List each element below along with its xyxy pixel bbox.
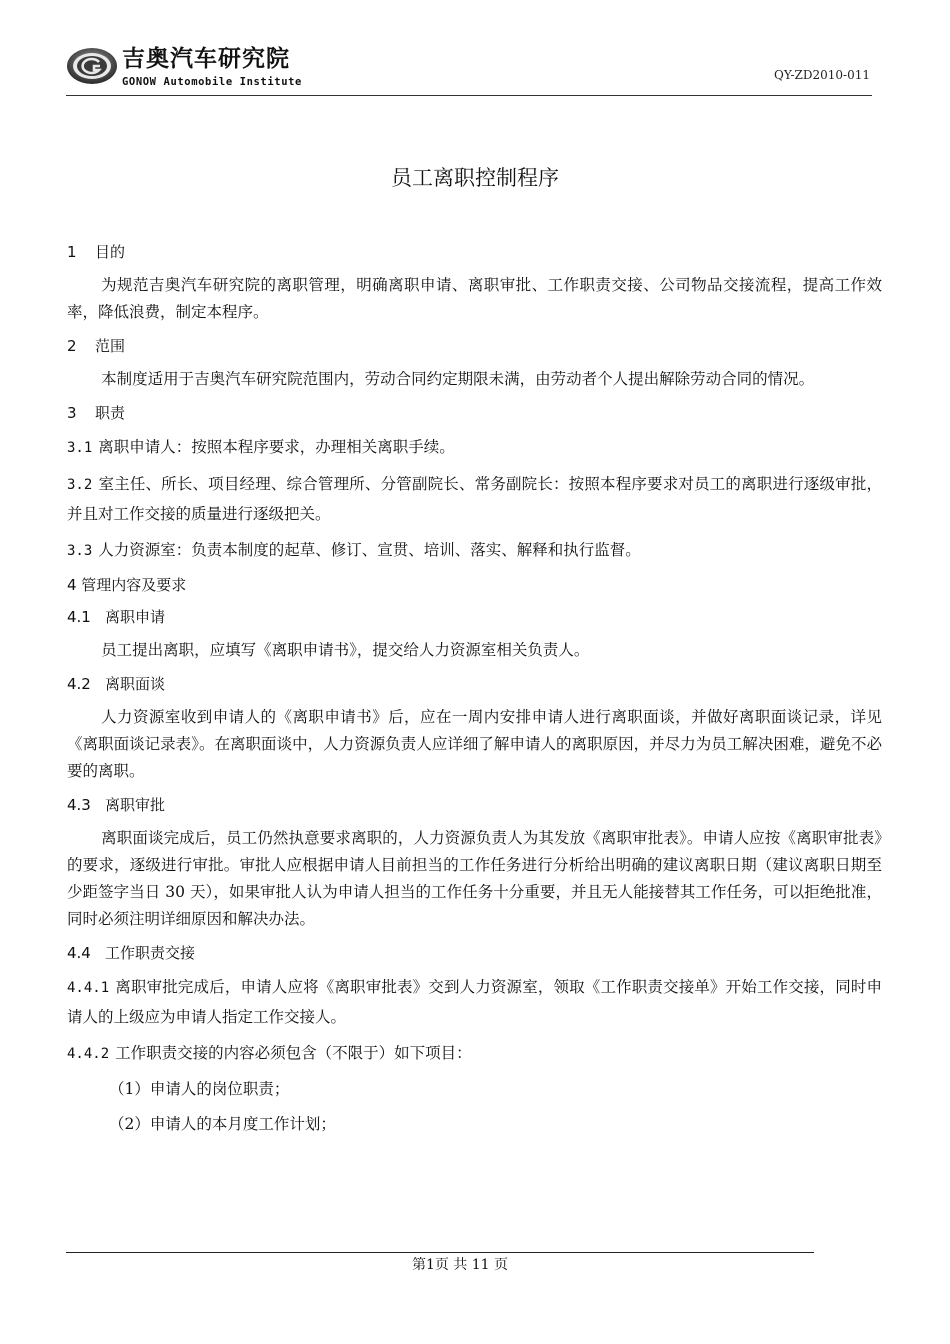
section-number: 3 — [67, 404, 77, 422]
subsection-4-2-heading — [67, 672, 882, 696]
subsection-number: 4.4 — [67, 944, 91, 962]
subsection-4-1-paragraph: 员工提出离职，应填写《离职申请书》，提交给人力资源室相关负责人。 — [101, 641, 590, 659]
header-divider — [66, 95, 872, 96]
clause-number: 4.4.2 — [67, 1046, 110, 1062]
subsection-4-4-heading — [67, 941, 882, 965]
clause-text: 室主任、所长、项目经理、综合管理所、分管副院长、常务副院长：按照本程序要求对员工的离职进行逐级审批，并且对工作交接的质量进行逐级把关。 — [67, 475, 882, 523]
section-title: 范围 — [95, 337, 126, 355]
section-1-heading — [67, 240, 882, 264]
subsection-title: 工作职责交接 — [105, 944, 196, 962]
section-1-paragraph: 为规范吉奥汽车研究院的离职管理，明确离职申请、离职审批、工作职责交接、公司物品交接流程，提高工作效率，降低浪费，制定本程序。 — [67, 276, 882, 321]
subsection-title: 离职审批 — [105, 796, 166, 814]
clause-4-4-1 — [67, 973, 882, 1032]
section-number: 2 — [67, 337, 77, 355]
brand-name-cn: 吉奥汽车研究院 — [122, 46, 290, 72]
subsection-4-3-paragraph: 离职面谈完成后，员工仍然执意要求离职的，人力资源负责人为其发放《离职审批表》。申请人应按《离职审批表》的要求，逐级进行审批。审批人应根据申请人目前担当的工作任务进行分析给出明确的建议离职日期（建议离职日期至少距签字当日 30 天），如果审批人认为申请人担当的工作任务十分重要，并且无人能接替其工作任务，可以拒绝批准，同时必须注明详细原因和解决办法。 — [67, 829, 882, 928]
section-title: 职责 — [95, 404, 126, 422]
clause-4-4-2 — [67, 1039, 882, 1069]
subsection-number: 4.2 — [67, 675, 91, 693]
subsection-number: 4.1 — [67, 608, 91, 626]
clause-3-2 — [67, 470, 882, 529]
clause-3-1 — [67, 433, 882, 463]
page-number: 第1页 共 11 页 — [411, 1257, 509, 1273]
clause-3-3 — [67, 536, 882, 566]
logo-graphic — [66, 46, 118, 86]
section-2-paragraph: 本制度适用于吉奥汽车研究院范围内，劳动合同约定期限未满，由劳动者个人提出解除劳动合同的情况。 — [101, 370, 815, 388]
clause-number: 4.4.1 — [67, 980, 110, 996]
section-title: 目的 — [95, 243, 126, 261]
footer-divider — [66, 1252, 814, 1253]
section-2-heading — [67, 334, 882, 358]
brand-name-en: GONOW Automobile Institute — [122, 76, 302, 88]
clause-text: 工作职责交接的内容必须包含（不限于）如下项目： — [115, 1044, 472, 1062]
subsection-4-1-heading — [67, 605, 882, 629]
subsection-title: 离职申请 — [105, 608, 166, 626]
subsection-number: 4.3 — [67, 796, 91, 814]
clause-number: 3.3 — [67, 543, 93, 559]
subsection-4-3-heading — [67, 793, 882, 817]
subsection-title: 离职面谈 — [105, 675, 166, 693]
gonow-logo-icon — [66, 46, 118, 86]
clause-text: 人力资源室：负责本制度的起草、修订、宣贯、培训、落实、解释和执行监督。 — [98, 541, 641, 559]
section-4-heading: 4 管理内容及要求 — [67, 576, 187, 594]
list-item: （1）申请人的岗位职责； — [109, 1080, 290, 1098]
document-body — [67, 240, 882, 1146]
clause-number: 3.1 — [67, 440, 93, 456]
clause-text: 离职申请人：按照本程序要求，办理相关离职手续。 — [98, 438, 455, 456]
document-title: 员工离职控制程序 — [391, 166, 559, 190]
section-3-heading — [67, 401, 882, 425]
clause-text: 离职审批完成后，申请人应将《离职审批表》交到人力资源室，领取《工作职责交接单》开始工作交接，同时申请人的上级应为申请人指定工作交接人。 — [67, 978, 882, 1026]
section-number: 1 — [67, 243, 77, 261]
clause-number: 3.2 — [67, 477, 93, 493]
page-header — [66, 40, 872, 96]
document-code: QY-ZD2010-011 — [774, 68, 870, 82]
list-item: （2）申请人的本月度工作计划； — [109, 1115, 336, 1133]
subsection-4-2-paragraph: 人力资源室收到申请人的《离职申请书》后，应在一周内安排申请人进行离职面谈，并做好离职面谈记录，详见《离职面谈记录表》。在离职面谈中，人力资源负责人应详细了解申请人的离职原因，并尽力为员工解决困难，避免不必要的离职。 — [67, 708, 882, 780]
